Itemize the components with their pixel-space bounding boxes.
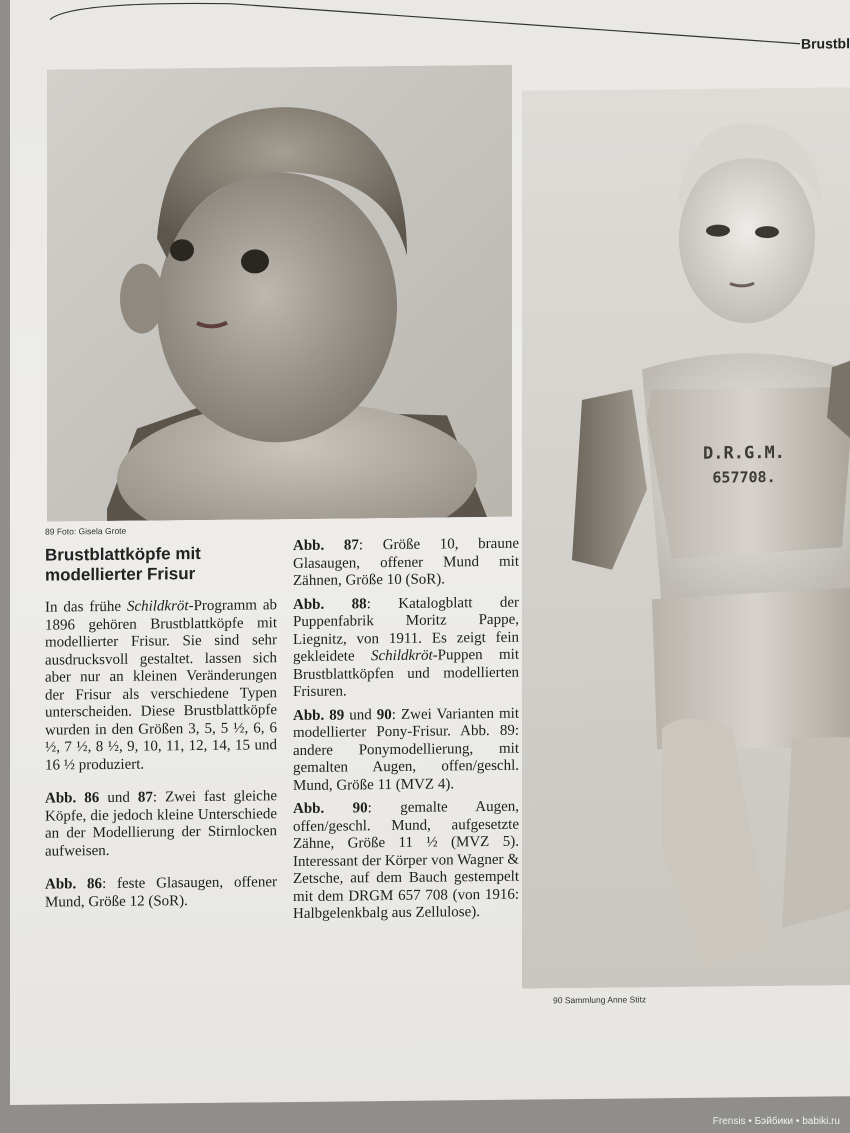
heading-line-1: Brustblattköpfe mit [45, 544, 201, 565]
caption-86-87: Abb. 86 und 87: Zwei fast gleiche Köpfe, die jedoch kleine Unterschiede an der Modellierung der Stirnlocken aufweisen. [45, 788, 277, 860]
caption-87: Abb. 87: Größe 10, braune Glasaugen, offener Mund mit Zähnen, Größe 10 (SoR). [293, 535, 519, 590]
stamp-line-2: 657708. [712, 467, 776, 487]
header-rule [10, 0, 850, 70]
section-heading [45, 543, 277, 585]
photo-credit-89: 89 Foto: Gisela Grote [45, 525, 127, 537]
caption-86: Abb. 86: feste Glasaugen, offener Mund, Größe 12 (SoR). [45, 874, 277, 911]
book-page [10, 0, 850, 1105]
middle-text-column [293, 536, 519, 930]
caption-88: Abb. 88: Katalogblatt der Puppenfabrik Moritz Pappe, Liegnitz, von 1911. Es zeigt fein gekleidete Schildkröt-Puppen mit Brustblattköpfen und modellierten Frisuren. [293, 594, 520, 701]
stamp-line-1: D.R.G.M. [703, 442, 785, 464]
running-header: Brustbl [801, 35, 850, 52]
heading-line-2: modellierter Frisur [45, 564, 196, 585]
intro-paragraph: In das frühe Schildkröt-Programm ab 1896 gehören Brustblattköpfe mit modellierter Frisur. Sie sind sehr ausdrucksvoll gestaltet. lassen sich aber nur an kleinen Veränderungen der Frisur als verschiedene Typen unterscheiden. Diese Brustblattköpfe wurden in den Größen 3, 5, 5 ½, 6, 6 ½, 7 ½, 8 ½, 9, 10, 11, 12, 14, 15 und 16 ½ produziert. [45, 597, 278, 774]
watermark: Frensis • Бэйбики • babiki.ru [712, 1116, 840, 1127]
photo-doll-89 [47, 65, 512, 522]
left-text-column [45, 543, 277, 917]
photo-credit-90: 90 Sammlung Anne Stitz [553, 994, 647, 1006]
caption-90: Abb. 90: gemalte Augen, offen/geschl. Mund, aufgesetzte Zähne, Größe 11 ½ (MVZ 5). Interessant der Körper von Wagner & Zetsche, auf dem Bauch gestempelt mit dem DRGM 657 708 (von 1916: Halbgelenkbalg aus Zellulose). [293, 798, 519, 923]
caption-89-90: Abb. 89 und 90: Zwei Varianten mit modellierter Pony-Frisur. Abb. 89: andere Ponymodellierung, mit gemalten Augen, offen/geschl. Mund, Größe 11 (MVZ 4). [293, 705, 519, 794]
photo-doll-90 [522, 87, 850, 989]
brand-schildkroet: Schildkröt [126, 598, 189, 615]
